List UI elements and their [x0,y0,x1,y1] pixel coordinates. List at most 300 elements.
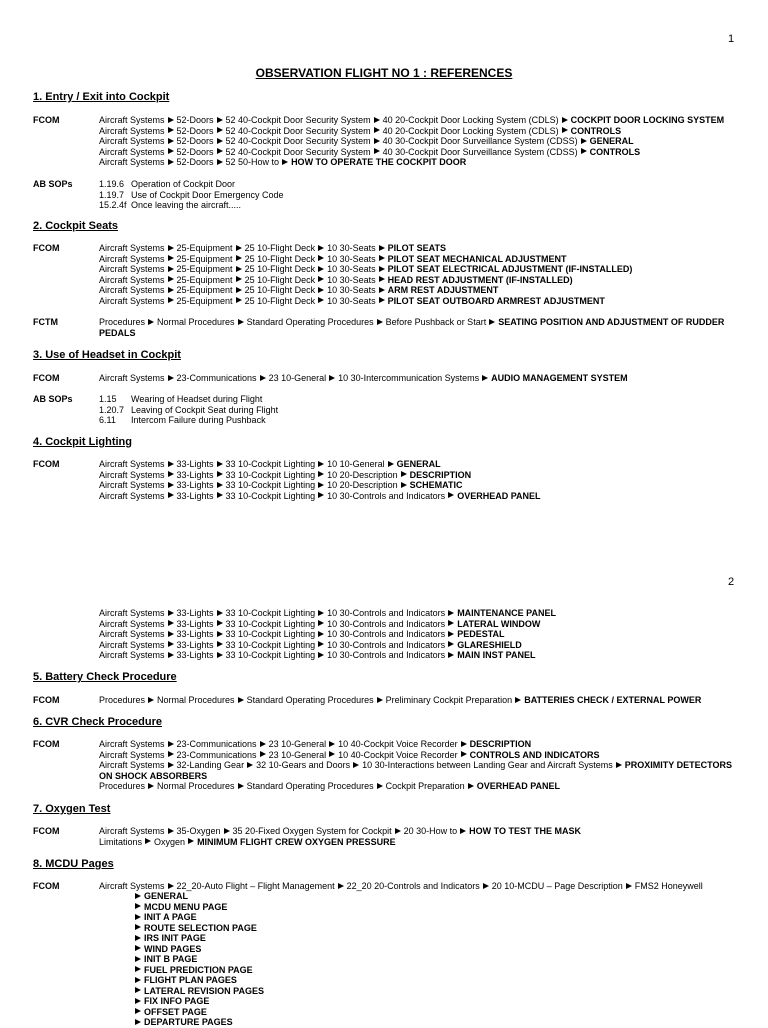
reference-path-segment: Aircraft Systems [99,157,165,167]
reference-path-segment: 25-Equipment [176,295,233,306]
breadcrumb-arrow-icon [168,287,174,293]
breadcrumb-arrow-icon [318,255,324,261]
breadcrumb-arrow-icon [329,751,335,757]
breadcrumb-arrow-icon [236,255,242,261]
reference-path-segment: 33-Lights [176,469,214,480]
mcdu-page-name: IRS INIT PAGE [144,933,206,943]
reference-topic: LATERAL WINDOW [457,618,541,629]
breadcrumb-arrow-icon [482,375,488,381]
reference-topic: CONTROLS [570,125,622,136]
reference-path-segment: 25-Equipment [176,274,233,285]
reference-path-segment: 20 30-How to [403,826,458,836]
reference-path-segment: 52-Doors [176,136,214,146]
reference-line [99,781,744,792]
mcdu-page-item [132,975,768,986]
reference-topic: PILOT SEAT ELECTRICAL ADJUSTMENT (IF-INSTALLED) [387,264,633,274]
section-heading: 4. Cockpit Lighting [33,436,132,448]
breadcrumb-arrow-icon [236,276,242,282]
reference-path-segment: 25-Equipment [176,243,233,253]
reference-path-segment: 25 10-Flight Deck [244,285,316,295]
sop-title: Operation of Cockpit Door [131,179,236,189]
mcdu-page-name: FLIGHT PLAN PAGES [144,975,237,985]
breadcrumb-arrow-icon [260,741,266,747]
breadcrumb-arrow-icon [318,471,324,477]
reference-path-segment: 33 10-Cockpit Lighting [225,490,316,501]
mcdu-page-item [132,965,768,976]
reference-path-segment: Aircraft Systems [99,749,165,760]
reference-path-segment: Cockpit Preparation [385,781,465,791]
reference-topic: HOW TO OPERATE THE COCKPIT DOOR [291,157,467,167]
reference-path-segment: 10 30-Seats [327,295,376,306]
breadcrumb-arrow-icon [448,492,454,498]
reference-label: FCOM [33,373,60,383]
reference-path-segment: 10 30-Controls and Indicators [327,490,446,501]
breadcrumb-arrow-icon [148,783,154,789]
mcdu-page-item [132,912,768,923]
breadcrumb-arrow-icon [135,903,141,909]
mcdu-page-name: ROUTE SELECTION PAGE [144,922,257,933]
reference-path-segment: 10 30-Interactions between Landing Gear and Aircraft Systems [362,760,613,770]
breadcrumb-arrow-icon [329,741,335,747]
breadcrumb-arrow-icon [217,117,223,123]
reference-path-segment: Aircraft Systems [99,826,165,836]
reference-path-segment: Aircraft Systems [99,146,165,157]
breadcrumb-arrow-icon [168,266,174,272]
reference-path-segment: 23-Communications [176,749,257,760]
breadcrumb-arrow-icon [260,751,266,757]
reference-path-segment: 25-Equipment [176,253,233,264]
breadcrumb-arrow-icon [135,924,141,930]
mcdu-page-name: LATERAL REVISION PAGES [144,985,265,996]
reference-path-segment: 10 30-Controls and Indicators [327,618,446,629]
reference-path-segment: Aircraft Systems [99,274,165,285]
breadcrumb-arrow-icon [377,783,383,789]
breadcrumb-arrow-icon [135,998,141,1004]
breadcrumb-arrow-icon [236,245,242,251]
reference-path-segment: 10 30-Controls and Indicators [327,650,446,660]
breadcrumb-arrow-icon [318,245,324,251]
reference-line [99,470,744,481]
reference-path-segment: 52 40-Cockpit Door Security System [225,115,371,125]
reference-path-segment: 33-Lights [176,629,214,639]
breadcrumb-arrow-icon [168,641,174,647]
sop-reference-item [99,179,744,190]
reference-path-segment: 52 40-Cockpit Door Security System [225,136,371,146]
reference-path-segment: 22_20-Auto Flight – Flight Management [176,881,335,891]
reference-path-segment: 23 10-General [268,749,327,760]
reference-path-segment: 33 10-Cockpit Lighting [225,459,316,469]
fcom-reference-list [99,115,744,168]
reference-topic: ARM REST ADJUSTMENT [387,285,499,295]
breadcrumb-arrow-icon [374,127,380,133]
breadcrumb-arrow-icon [148,697,154,703]
sop-number: 15.2.4f [99,200,127,210]
reference-line [99,459,744,470]
breadcrumb-arrow-icon [217,620,223,626]
reference-path-segment: Standard Operating Procedures [246,695,374,705]
reference-path-segment: Aircraft Systems [99,639,165,650]
reference-line [99,650,744,661]
reference-topic: OVERHEAD PANEL [476,781,561,791]
mcdu-page-name: OFFSET PAGE [144,1006,207,1017]
reference-path-segment: Aircraft Systems [99,253,165,264]
breadcrumb-arrow-icon [135,914,141,920]
sop-reference-item [99,200,744,211]
breadcrumb-arrow-icon [135,956,141,962]
reference-path-segment: Aircraft Systems [99,459,165,469]
breadcrumb-arrow-icon [135,1008,141,1014]
reference-path-segment: 33 10-Cockpit Lighting [225,480,316,490]
reference-line [99,157,744,168]
fcom-reference-list [99,826,744,847]
breadcrumb-arrow-icon [168,297,174,303]
reference-path-segment: Aircraft Systems [99,881,165,891]
mcdu-page-item [132,944,768,955]
reference-path-segment: Aircraft Systems [99,125,165,136]
breadcrumb-arrow-icon [168,762,174,768]
breadcrumb-arrow-icon [168,471,174,477]
reference-path-segment: Aircraft Systems [99,264,165,274]
sop-number: 1.15 [99,394,117,404]
reference-topic: MINIMUM FLIGHT CREW OXYGEN PRESSURE [197,836,396,847]
reference-path-segment: 10 30-Controls and Indicators [327,639,446,650]
breadcrumb-arrow-icon [135,987,141,993]
breadcrumb-arrow-icon [168,245,174,251]
breadcrumb-arrow-icon [217,461,223,467]
breadcrumb-arrow-icon [168,117,174,123]
mcdu-page-item [132,954,768,965]
breadcrumb-arrow-icon [329,375,335,381]
reference-path-segment: FMS2 Honeywell [634,881,703,891]
breadcrumb-arrow-icon [217,631,223,637]
breadcrumb-arrow-icon [515,697,521,703]
reference-path-segment: 10 30-Controls and Indicators [327,608,446,618]
breadcrumb-arrow-icon [616,762,622,768]
breadcrumb-arrow-icon [338,883,344,889]
reference-line [99,760,744,781]
reference-topic: CONTROLS [589,146,641,157]
breadcrumb-arrow-icon [562,127,568,133]
fcom-reference-list [99,373,744,384]
breadcrumb-arrow-icon [168,375,174,381]
reference-path-segment: 10 30-Seats [327,274,376,285]
reference-path-segment: 52 40-Cockpit Door Security System [225,146,371,157]
reference-path-segment: 10 10-General [327,459,385,469]
reference-topic: SEATING POSITION AND ADJUSTMENT OF RUDDER PEDALS [99,317,725,338]
reference-path-segment: Preliminary Cockpit Preparation [385,695,513,705]
breadcrumb-arrow-icon [318,641,324,647]
fctm-reference-list [99,317,744,338]
breadcrumb-arrow-icon [448,610,454,616]
reference-path-segment: 40 30-Cockpit Door Surveillance System (CDSS) [382,146,578,157]
breadcrumb-arrow-icon [377,319,383,325]
document-title: OBSERVATION FLIGHT NO 1 : REFERENCES [255,66,513,80]
sop-title: Once leaving the aircraft..... [131,200,242,210]
breadcrumb-arrow-icon [318,297,324,303]
reference-path-segment: 32-Landing Gear [176,760,245,770]
breadcrumb-arrow-icon [217,482,223,488]
reference-topic: DESCRIPTION [469,739,532,749]
reference-line [99,147,744,158]
breadcrumb-arrow-icon [401,471,407,477]
breadcrumb-arrow-icon [217,492,223,498]
reference-topic: HEAD REST ADJUSTMENT (IF-INSTALLED) [387,274,573,285]
reference-label: AB SOPs [33,179,73,189]
breadcrumb-arrow-icon [379,297,385,303]
fcom-reference-list [99,243,744,306]
reference-path-segment: 33 10-Cockpit Lighting [225,650,316,660]
mcdu-page-name: WIND PAGES [144,943,202,954]
breadcrumb-arrow-icon [168,652,174,658]
mcdu-page-name: MCDU MENU PAGE [144,901,228,912]
sop-title: Use of Cockpit Door Emergency Code [131,189,284,200]
breadcrumb-arrow-icon [168,751,174,757]
reference-path-segment: 22_20 20-Controls and Indicators [346,881,480,891]
reference-path-segment: Procedures [99,695,146,705]
reference-line [99,750,744,761]
breadcrumb-arrow-icon [379,255,385,261]
reference-path-segment: Aircraft Systems [99,373,165,383]
sop-title: Intercom Failure during Pushback [131,415,266,425]
reference-topic: GENERAL [589,136,634,146]
reference-line [99,126,744,137]
reference-line [99,629,744,640]
reference-path-segment: 52-Doors [176,125,214,136]
section-heading: 5. Battery Check Procedure [33,671,177,683]
reference-path-segment: Normal Procedures [157,781,235,791]
reference-path-segment: 25 10-Flight Deck [244,243,316,253]
reference-label: FCOM [33,881,60,891]
reference-line [99,881,744,892]
reference-path-segment: Aircraft Systems [99,629,165,639]
section-heading: 6. CVR Check Procedure [33,716,162,728]
reference-path-segment: Standard Operating Procedures [246,317,374,327]
reference-path-segment: Procedures [99,317,146,327]
reference-topic: AUDIO MANAGEMENT SYSTEM [491,373,628,383]
breadcrumb-arrow-icon [217,127,223,133]
reference-path-segment: 33-Lights [176,459,214,469]
reference-path-segment: Aircraft Systems [99,136,165,146]
breadcrumb-arrow-icon [581,148,587,154]
breadcrumb-arrow-icon [318,287,324,293]
breadcrumb-arrow-icon [562,117,568,123]
reference-line [99,115,744,126]
mcdu-page-name: FUEL PREDICTION PAGE [144,964,253,975]
breadcrumb-arrow-icon [168,631,174,637]
section-heading: 1. Entry / Exit into Cockpit [33,91,170,103]
breadcrumb-arrow-icon [217,641,223,647]
page-number: 2 [728,576,735,588]
reference-path-segment: 33-Lights [176,490,214,501]
sop-number: 1.20.7 [99,404,125,415]
reference-topic: HOW TO TEST THE MASK [469,826,581,836]
breadcrumb-arrow-icon [217,652,223,658]
breadcrumb-arrow-icon [460,828,466,834]
breadcrumb-arrow-icon [135,945,141,951]
reference-path-segment: Aircraft Systems [99,739,165,749]
reference-topic: COCKPIT DOOR LOCKING SYSTEM [570,115,725,125]
breadcrumb-arrow-icon [224,828,230,834]
reference-topic: PILOT SEAT MECHANICAL ADJUSTMENT [387,253,567,264]
reference-path-segment: Aircraft Systems [99,469,165,480]
breadcrumb-arrow-icon [217,148,223,154]
breadcrumb-arrow-icon [379,245,385,251]
breadcrumb-arrow-icon [388,461,394,467]
fcom-reference-list [99,459,744,501]
reference-topic: GENERAL [396,459,441,469]
reference-path-segment: 33 10-Cockpit Lighting [225,629,316,639]
reference-line [99,317,744,338]
reference-path-segment: 33-Lights [176,618,214,629]
reference-line [99,491,744,502]
page-number: 1 [728,33,735,45]
breadcrumb-arrow-icon [468,783,474,789]
reference-label: FCOM [33,115,60,125]
section-heading: 8. MCDU Pages [33,858,114,870]
reference-path-segment: 10 20-Description [327,480,398,490]
reference-line [99,619,744,630]
reference-path-segment: 10 30-Seats [327,285,376,295]
breadcrumb-arrow-icon [236,287,242,293]
breadcrumb-arrow-icon [318,276,324,282]
mcdu-page-item [132,902,768,913]
breadcrumb-arrow-icon [318,652,324,658]
section-heading: 7. Oxygen Test [33,803,111,815]
breadcrumb-arrow-icon [168,741,174,747]
breadcrumb-arrow-icon [448,652,454,658]
breadcrumb-arrow-icon [247,762,253,768]
mcdu-page-item [132,996,768,1007]
reference-path-segment: 33 10-Cockpit Lighting [225,639,316,650]
reference-path-segment: Normal Procedures [157,317,235,327]
breadcrumb-arrow-icon [238,783,244,789]
breadcrumb-arrow-icon [168,255,174,261]
breadcrumb-arrow-icon [168,482,174,488]
mcdu-page-item [132,1007,768,1018]
breadcrumb-arrow-icon [168,610,174,616]
reference-path-segment: Aircraft Systems [99,480,165,490]
breadcrumb-arrow-icon [145,838,151,844]
reference-topic: DESCRIPTION [409,469,472,480]
breadcrumb-arrow-icon [135,893,141,899]
reference-path-segment: 52-Doors [176,157,214,167]
reference-path-segment: 35-Oxygen [176,826,221,836]
reference-label: FCOM [33,695,60,705]
reference-topic: PILOT SEATS [387,243,446,253]
breadcrumb-arrow-icon [461,751,467,757]
reference-path-segment: Aircraft Systems [99,618,165,629]
reference-path-segment: 25 10-Flight Deck [244,253,316,264]
breadcrumb-arrow-icon [168,138,174,144]
reference-path-segment: 40 30-Cockpit Door Surveillance System (CDSS) [382,136,578,146]
section-heading: 3. Use of Headset in Cockpit [33,349,181,361]
reference-topic: SCHEMATIC [409,480,463,490]
reference-path-segment: Aircraft Systems [99,115,165,125]
reference-line [99,826,744,837]
sop-reference-list [99,394,744,426]
breadcrumb-arrow-icon [217,159,223,165]
mcdu-page-item [132,891,768,902]
fcom-reference-list [99,739,744,792]
reference-path-segment: Procedures [99,781,146,791]
reference-path-segment: Aircraft Systems [99,760,165,770]
breadcrumb-arrow-icon [401,482,407,488]
breadcrumb-arrow-icon [581,138,587,144]
reference-label: FCOM [33,739,60,749]
fcom-reference-list-continued [99,608,744,661]
breadcrumb-arrow-icon [448,631,454,637]
breadcrumb-arrow-icon [135,935,141,941]
breadcrumb-arrow-icon [168,461,174,467]
reference-line [99,264,744,275]
breadcrumb-arrow-icon [448,620,454,626]
reference-line [99,640,744,651]
reference-line [99,608,744,619]
mcdu-page-name: FIX INFO PAGE [144,996,210,1006]
reference-path-segment: Aircraft Systems [99,285,165,295]
reference-label: FCTM [33,317,58,327]
breadcrumb-arrow-icon [168,828,174,834]
sop-reference-item [99,190,744,201]
breadcrumb-arrow-icon [217,471,223,477]
breadcrumb-arrow-icon [260,375,266,381]
reference-path-segment: 32 10-Gears and Doors [256,760,351,770]
reference-path-segment: 52 50-How to [225,157,280,167]
breadcrumb-arrow-icon [353,762,359,768]
breadcrumb-arrow-icon [318,461,324,467]
reference-path-segment: 10 40-Cockpit Voice Recorder [338,749,458,760]
mcdu-page-name: INIT A PAGE [144,912,197,922]
fcom-reference-list [99,695,744,706]
reference-line [99,480,744,491]
reference-path-segment: 40 20-Cockpit Door Locking System (CDLS) [382,115,559,125]
sop-reference-item [99,415,744,426]
breadcrumb-arrow-icon [374,117,380,123]
reference-topic: MAINTENANCE PANEL [457,608,557,618]
breadcrumb-arrow-icon [489,319,495,325]
reference-line [99,254,744,265]
fcom-reference-list [99,881,744,892]
breadcrumb-arrow-icon [188,838,194,844]
sop-number: 6.11 [99,415,116,425]
breadcrumb-arrow-icon [374,138,380,144]
reference-line [99,837,744,848]
breadcrumb-arrow-icon [448,641,454,647]
reference-path-segment: 33-Lights [176,639,214,650]
reference-path-segment: 25 10-Flight Deck [244,274,316,285]
reference-line [99,243,744,254]
reference-topic: PEDESTAL [457,629,505,639]
breadcrumb-arrow-icon [217,610,223,616]
reference-topic: MAIN INST PANEL [457,650,536,660]
reference-path-segment: 10 40-Cockpit Voice Recorder [338,739,458,749]
breadcrumb-arrow-icon [318,492,324,498]
reference-path-segment: 33-Lights [176,480,214,490]
reference-line [99,739,744,750]
reference-path-segment: 33-Lights [176,608,214,618]
reference-path-segment: 10 20-Description [327,469,398,480]
breadcrumb-arrow-icon [168,276,174,282]
reference-path-segment: 40 20-Cockpit Door Locking System (CDLS) [382,125,559,136]
reference-line [99,296,744,307]
breadcrumb-arrow-icon [168,492,174,498]
reference-path-segment: 10 30-Seats [327,253,376,264]
breadcrumb-arrow-icon [483,883,489,889]
breadcrumb-arrow-icon [135,977,141,983]
reference-path-segment: 33 10-Cockpit Lighting [225,618,316,629]
reference-line [99,285,744,296]
reference-path-segment: Oxygen [154,836,186,847]
